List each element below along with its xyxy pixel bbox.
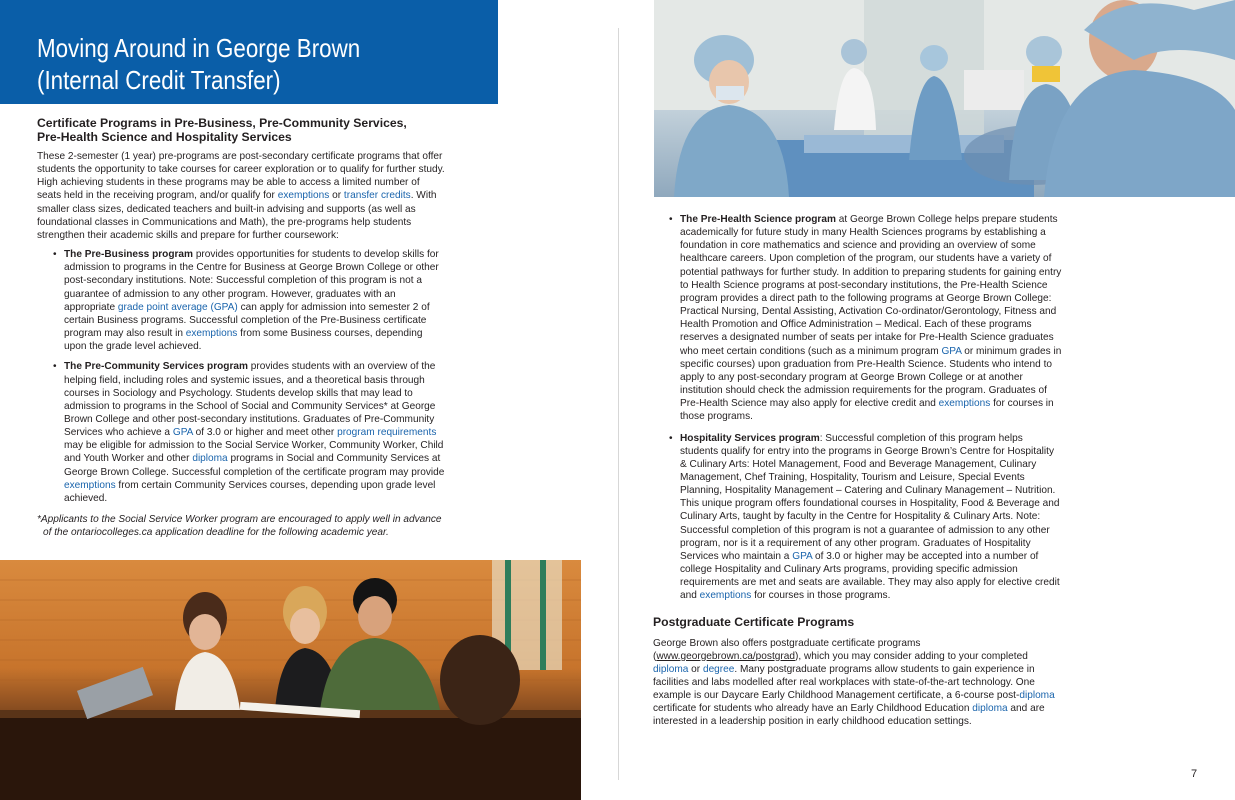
gpa-link[interactable]: GPA <box>792 550 813 562</box>
footnote-line-2: of the ontariocolleges.ca application deadline for the following academic year. <box>43 527 389 539</box>
page-title-line-1: Moving Around in George Brown <box>37 33 361 63</box>
pre-health-text: for courses in those programs. <box>680 398 1054 423</box>
section-heading-certificate-programs <box>37 116 445 144</box>
pre-community-text: from certain Community Services courses, depending upon grade level achieved. <box>64 479 436 504</box>
degree-link[interactable]: degree <box>702 663 735 675</box>
intro-paragraph <box>37 150 445 242</box>
page-title-line-2: (Internal Credit Transfer) <box>37 65 281 95</box>
pre-health-text: at George Brown College helps prepare students academically for future study in many Health Sciences programs by establishing a foundation in core mathematics and science and providing an overview of some healthcare careers. Upon completion of the program, our students have a variety of potential pathways for further study. In addition to preparing students for gaining entry to Health Science programs at post-secondary institutions, the Pre-Health Science program provides a direct path to the following programs at George Brown College: Practical Nursing, Dental Assisting, Activation Co-ordinator/Gerontology, Fitness and Health Promotion and Office Administration – Medical. Each of these programs reserves a designated number of seats per intake for Pre-Health Science graduates who meet certain conditions (such as a minimum program <box>680 214 1062 357</box>
footnote-line-1: *Applicants to the Social Service Worker program are encouraged to apply well in advance <box>37 514 442 526</box>
postgraduate-text: George Brown also offers postgraduate certificate programs ( <box>653 637 921 662</box>
pre-community-text: of 3.0 or higher and meet other <box>192 427 338 439</box>
gpa-link[interactable]: GPA <box>941 345 962 357</box>
section-heading-line-2: Pre-Health Science and Hospitality Services <box>37 130 292 144</box>
intro-text: These 2-semester (1 year) pre-programs are post-secondary certificate programs that offer students the opportunity to take courses for career exploration or to qualify for further study. High achieving students in these programs may be able to access a limited number of seats held in the receiving program, and/or qualify for <box>37 151 445 202</box>
exemptions-link[interactable]: exemptions <box>699 590 752 602</box>
pre-business-item <box>37 248 445 353</box>
exemptions-link[interactable]: exemptions <box>64 479 116 491</box>
diploma-link[interactable]: diploma <box>653 663 689 675</box>
page-title <box>37 32 360 96</box>
hospitality-title: Hospitality Services program <box>680 432 820 444</box>
title-banner <box>0 0 498 104</box>
surgery-photo-illustration <box>654 0 1235 197</box>
pre-health-item <box>653 213 1063 424</box>
section-heading-line-1: Certificate Programs in Pre-Business, Pre-Community Services, <box>37 116 407 130</box>
gpa-link[interactable]: grade point average (GPA) <box>117 301 238 313</box>
column-divider <box>618 28 619 780</box>
left-column <box>37 116 445 539</box>
right-column <box>653 207 1063 729</box>
pre-health-title: The Pre-Health Science program <box>680 214 836 225</box>
program-requirements-link[interactable]: program requirements <box>337 427 437 439</box>
pre-business-title: The Pre-Business program <box>64 249 194 261</box>
postgraduate-text: or <box>688 663 703 675</box>
more-pre-programs-list <box>653 213 1063 603</box>
pre-business-text: provides opportunities for students to develop skills for admission to programs in the Centre for Business at George Brown College or other post-secondary institutions. Note: Successful completion of this program is not a guarantee of admission to any other program. However, graduates with an appropriate <box>64 249 439 313</box>
exemptions-link[interactable]: exemptions <box>938 398 991 410</box>
pre-business-text: from some Business courses, depending upon the grade level achieved. <box>64 328 423 353</box>
transfer-credits-link[interactable]: transfer credits <box>343 190 411 202</box>
postgrad-url-link[interactable]: www.georgebrown.ca/postgrad <box>656 650 795 662</box>
pre-community-title: The Pre-Community Services program <box>64 361 248 373</box>
pre-community-text: programs in Social and Community Services at George Brown College. Successful completion of the certificate program may provide <box>64 453 445 478</box>
intro-text: or <box>329 190 344 202</box>
surgery-photo <box>654 0 1235 197</box>
postgraduate-text: and are interested in a leadership position in early childhood education settings. <box>653 703 1045 728</box>
diploma-link[interactable]: diploma <box>972 703 1008 715</box>
intro-text: . With smaller class sizes, dedicated teachers and built-in advising and supports (as well as foundational classes in Communications and Math), the pre-programs help students strengthen their academic skills and prepare for further coursework: <box>37 190 437 241</box>
page-number: 7 <box>1191 768 1198 780</box>
pre-business-text: can apply for admission into semester 2 of certain Business programs. Successful completion of the Pre-Business certificate program may also result in <box>64 301 430 340</box>
hospitality-text: for courses in those programs. <box>751 590 891 602</box>
pre-community-item <box>37 360 445 505</box>
diploma-link[interactable]: diploma <box>192 453 228 465</box>
hospitality-text: of 3.0 or higher may be accepted into a number of college Hospitality and Culinary Arts programs, providing specific admission requirements are met and seats are available. They may also apply for elective credit and <box>680 550 1060 602</box>
postgraduate-heading: Postgraduate Certificate Programs <box>653 614 855 629</box>
students-photo-illustration <box>0 560 581 800</box>
postgraduate-text: ), which you may consider adding to your completed <box>794 650 1028 662</box>
pre-community-text: may be eligible for admission to the Social Service Worker, Community Worker, Child and Youth Worker and other <box>64 440 444 465</box>
exemptions-link[interactable]: exemptions <box>185 328 238 340</box>
postgraduate-text: certificate for students who already have an Early Childhood Education <box>653 703 973 715</box>
hospitality-text: : Successful completion of this program helps students qualify for entry into the programs in George Brown’s Centre for Hospitality & Culinary Arts: Hotel Management, Food and Beverage Management, Culinary Management, Chef Training, Hospitality, Tourism and Leisure, Special Events Planning, Hospitality Management – Catering and Culinary Management – Nutrition. This unique program offers foundational courses in Hospitality, Food & Beverage and Culinary Arts, taught by faculty in the Centre for Hospitality & Culinary Arts. Note: Successful completion of this program is not a guarantee of admission to any other program, nor is it a requirement of any other program. Graduates of Hospitality Services who maintain a <box>680 432 1060 562</box>
hospitality-item <box>653 432 1063 603</box>
students-photo <box>0 560 581 800</box>
pre-programs-list <box>37 248 445 505</box>
pre-community-text: provides students with an overview of the helping field, including roles and systemic issues, and a theoretical basis through courses in Sociology and Psychology. Students develop skills that may lead to admission to programs in the School of Social and Community Services* at George Brown College and other post-secondary institutions. Graduates of Pre-Community Services who achieve a <box>64 361 436 439</box>
postgraduate-text: . Many postgraduate programs allow students to gain experience in facilities and labs modelled after real workplaces with state-of-the-art technology. One example is our Daycare Early Childhood Management certificate, a 6-course post- <box>653 663 1035 702</box>
pre-health-text: or minimum grades in specific courses) upon graduation from Pre-Health Science. Students who intend to apply to any post-secondary program at George Brown College or at another institution should check the admission requirements for the program. Graduates of Pre-Health Science may also apply for elective credit and <box>680 345 1062 410</box>
postgraduate-paragraph <box>653 637 1063 729</box>
gpa-link[interactable]: GPA <box>172 427 193 439</box>
footnote <box>37 513 445 539</box>
diploma-link[interactable]: diploma <box>1019 690 1055 702</box>
exemptions-link[interactable]: exemptions <box>277 190 330 202</box>
